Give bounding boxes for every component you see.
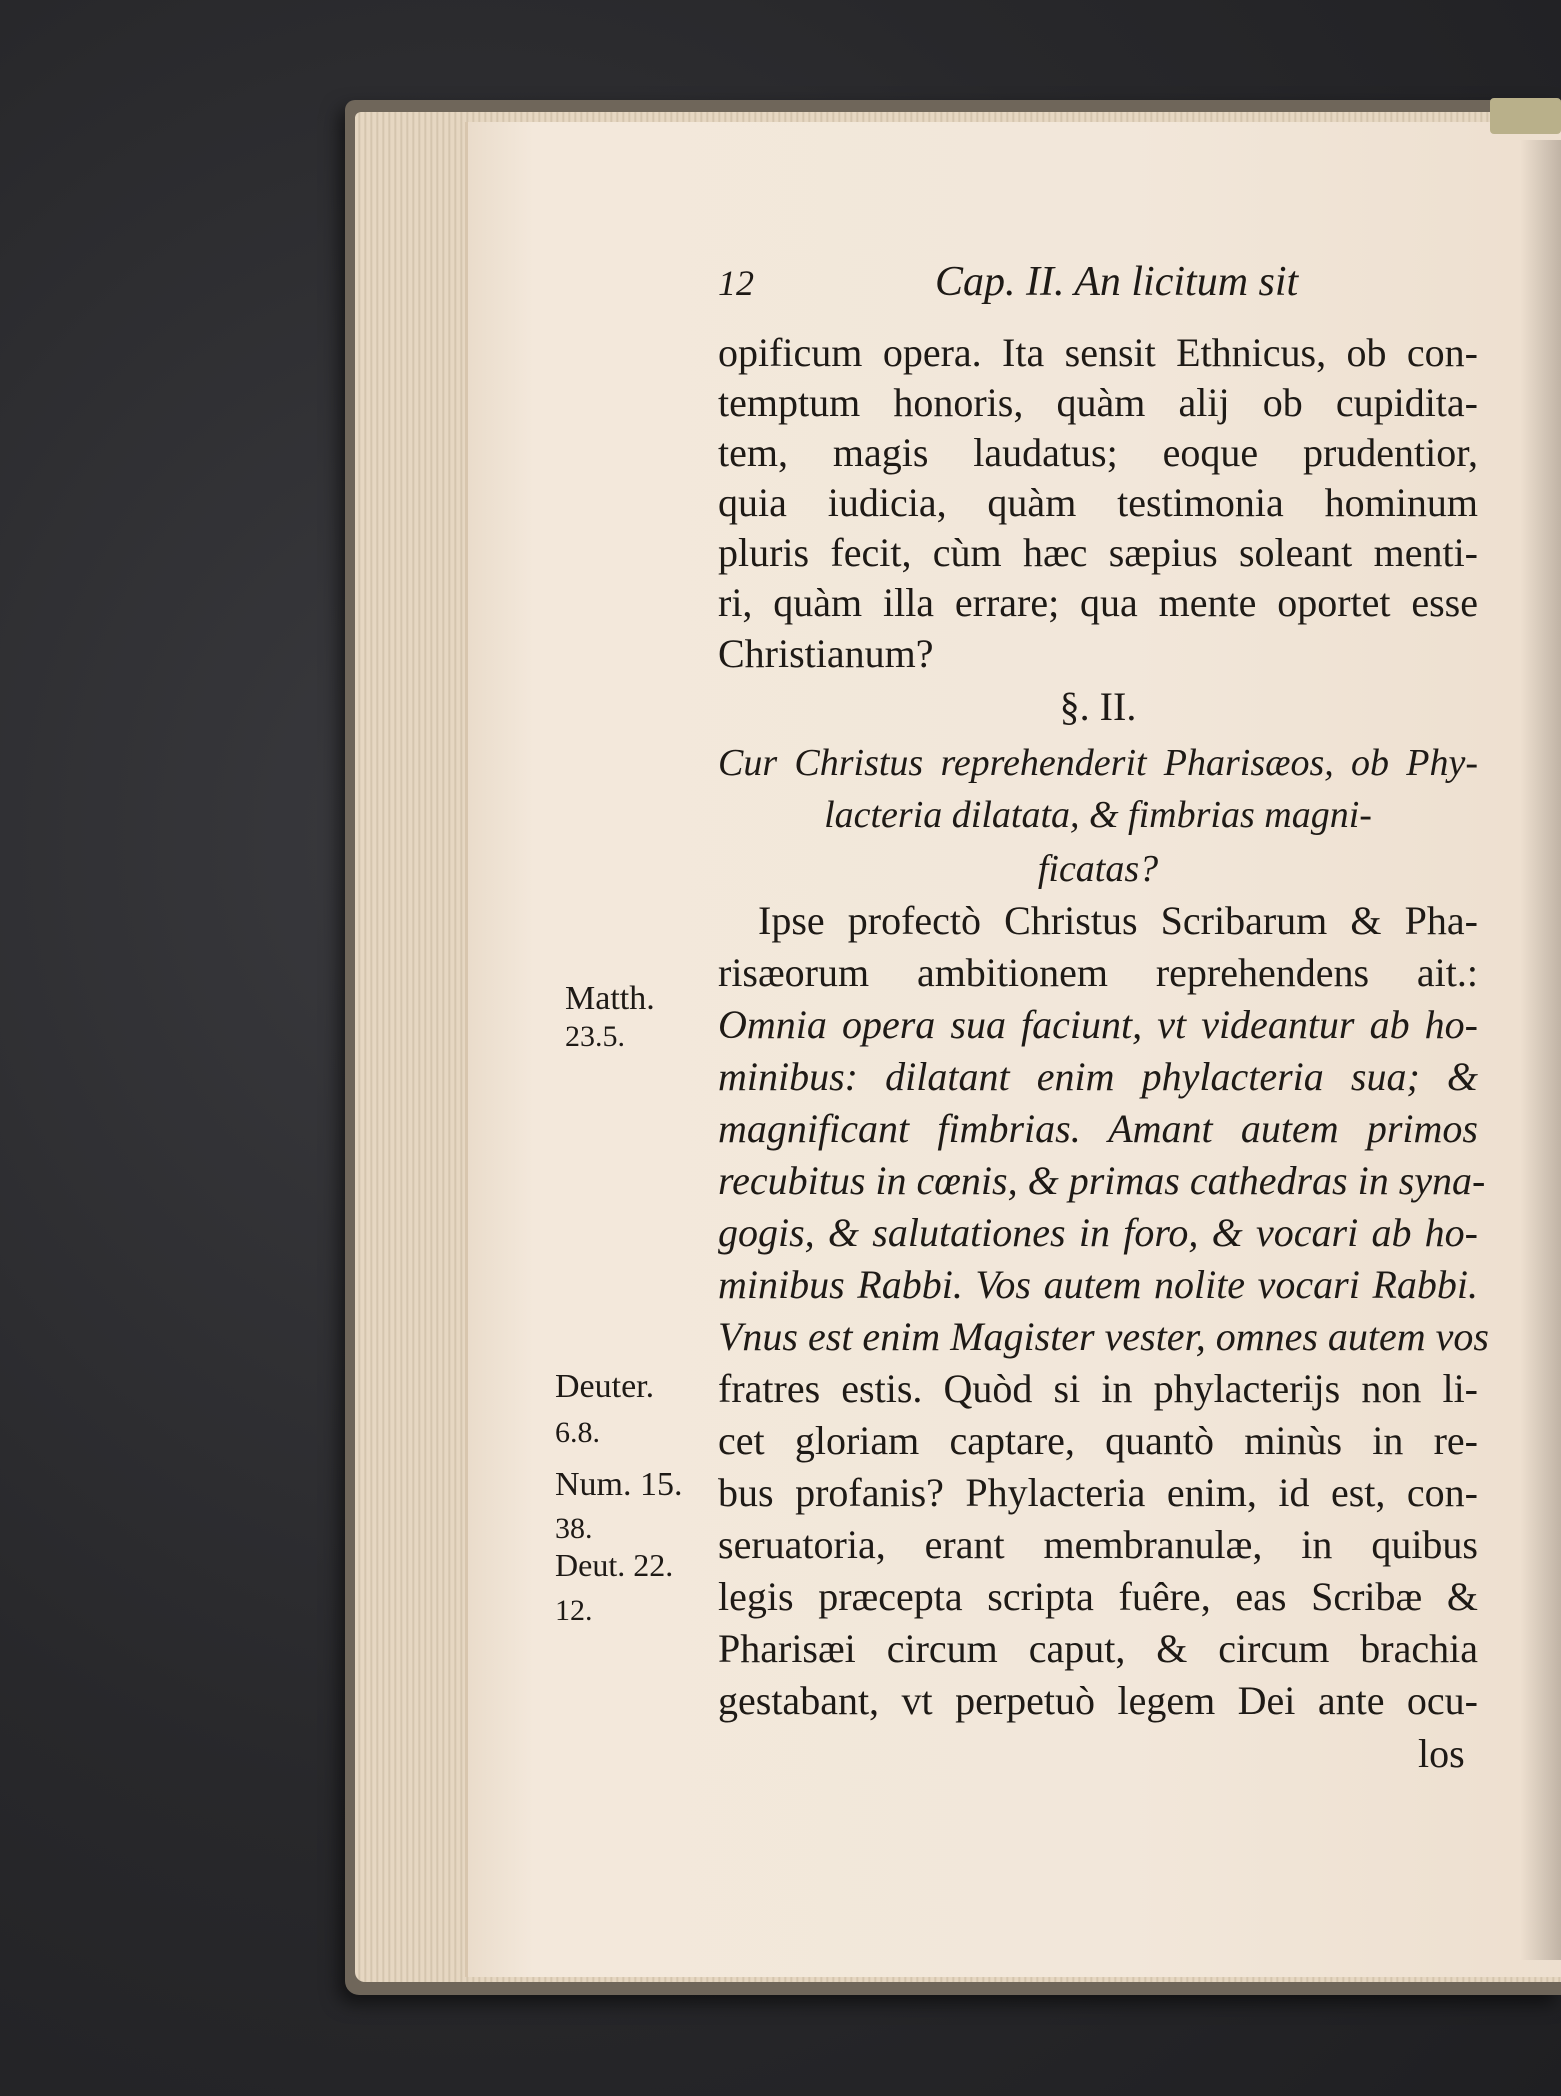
quotation-line: minibus: dilatant enim phylacteria sua; & xyxy=(718,1054,1478,1099)
text-line: temptum honoris, quàm alij ob cupidita- xyxy=(718,380,1478,425)
text-line: Ipse profectò Christus Scribarum & Pha- xyxy=(758,898,1478,943)
quotation-line: Omnia opera sua faciunt, vt videantur ab ho- xyxy=(718,1002,1478,1047)
margin-note: 23.5. xyxy=(565,1020,625,1053)
margin-note: 38. xyxy=(555,1512,593,1545)
margin-note: Matth. xyxy=(565,980,655,1017)
section-heading-line: ficatas? xyxy=(1037,848,1159,890)
text-line: Pharisæi circum caput, & circum brachia xyxy=(718,1626,1478,1671)
running-title: Cap. II. An licitum sit xyxy=(935,259,1299,305)
margin-note: 6.8. xyxy=(555,1416,600,1449)
page-gutter-shadow xyxy=(1520,140,1561,1960)
page-number: 12 xyxy=(718,263,754,303)
text-line: bus profanis? Phylacteria enim, id est, con- xyxy=(718,1470,1478,1515)
quotation-line: magnificant fimbrias. Amant autem primos xyxy=(718,1106,1478,1151)
text-line: pluris fecit, cùm hæc sæpius soleant menti- xyxy=(718,530,1478,575)
margin-note: Deuter. xyxy=(555,1368,655,1405)
text-line: gestabant, vt perpetuò legem Dei ante ocu- xyxy=(718,1678,1478,1723)
text-line: opificum opera. Ita sensit Ethnicus, ob con- xyxy=(718,330,1478,375)
text-line: ri, quàm illa errare; qua mente oportet esse xyxy=(718,580,1478,625)
margin-note: 12. xyxy=(555,1594,593,1627)
margin-note: Num. 15. xyxy=(555,1466,683,1503)
text-line: risæorum ambitionem reprehendens ait.: xyxy=(718,950,1478,995)
text-line: legis præcepta scripta fuêre, eas Scribæ & xyxy=(718,1574,1478,1619)
text-line: Christianum? xyxy=(718,631,934,676)
cover-corner xyxy=(1490,98,1561,134)
catchword: los xyxy=(1418,1731,1465,1776)
section-number: §. II. xyxy=(1059,684,1137,729)
quotation-line: Vnus est enim Magister vester, omnes autem vos xyxy=(718,1314,1489,1359)
section-heading-line: Cur Christus reprehenderit Pharisæos, ob Phy- xyxy=(718,742,1478,784)
text-line: tem, magis laudatus; eoque prudentior, xyxy=(718,430,1478,475)
text-line: seruatoria, erant membranulæ, in quibus xyxy=(718,1522,1478,1567)
quotation-line: gogis, & salutationes in foro, & vocari ab ho- xyxy=(718,1210,1478,1255)
section-heading-line: lacteria dilatata, & fimbrias magni- xyxy=(824,794,1372,836)
quotation-line: minibus Rabbi. Vos autem nolite vocari Rabbi. xyxy=(718,1262,1478,1307)
text-line: quia iudicia, quàm testimonia hominum xyxy=(718,480,1478,525)
text-line: fratres estis. Quòd si in phylacterijs non li- xyxy=(718,1366,1478,1411)
margin-note: Deut. 22. xyxy=(555,1547,674,1583)
text-line: cet gloriam captare, quantò minùs in re- xyxy=(718,1418,1478,1463)
quotation-line: recubitus in cœnis, & primas cathedras in syna- xyxy=(718,1158,1486,1203)
